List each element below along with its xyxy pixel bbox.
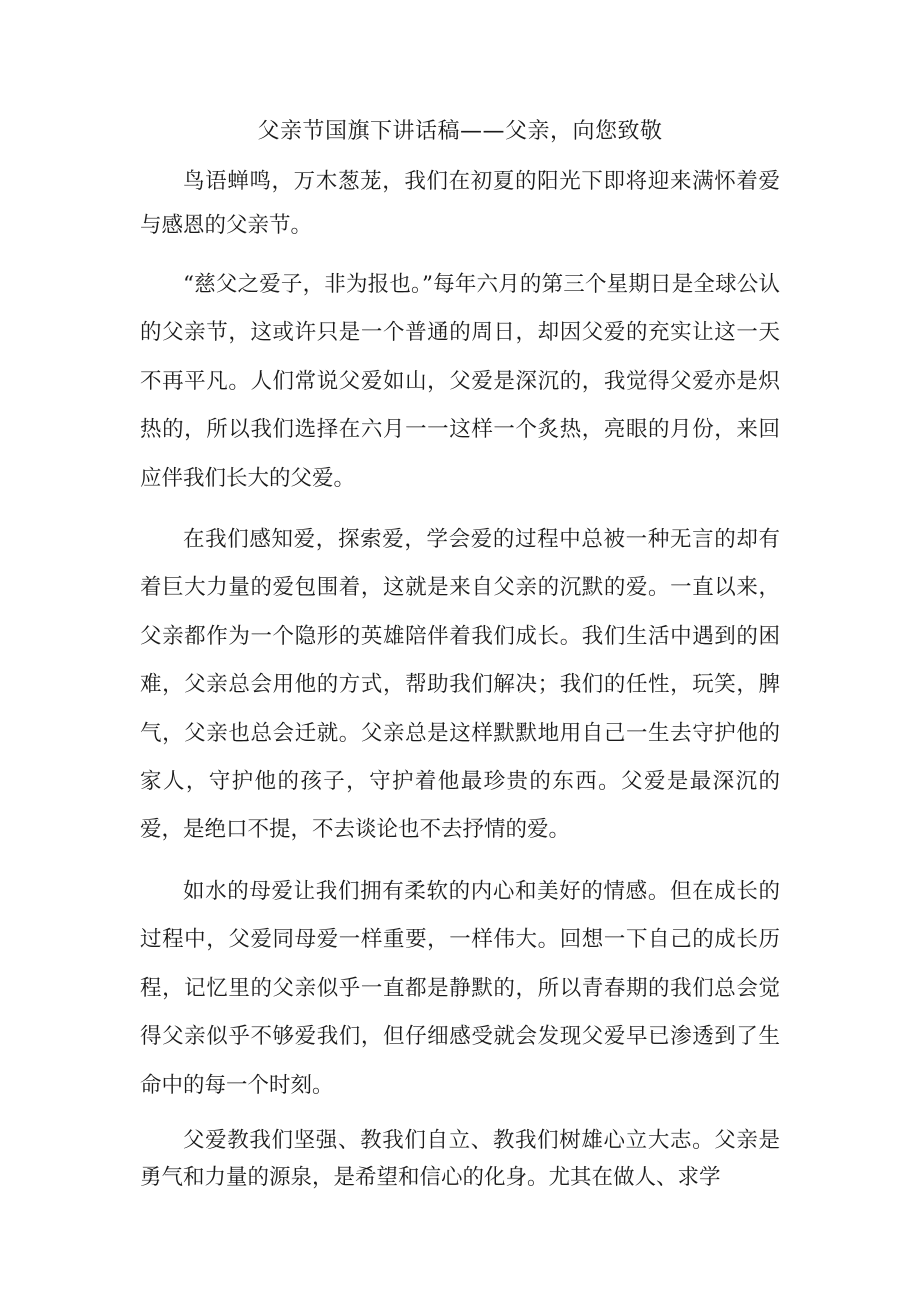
paragraph-2: “慈父之爱子，非为报也。”每年六月的第三个星期日是全球公认的父亲节，这或许只是一个普通的周日，却因父爱的充实让这一天不再平凡。人们常说父爱如山，父爱是深沉的，我觉得父爱亦是炽热的，所以我们选择在六月一一这样一个炙热，亮眼的月份，来回应伴我们长大的父爱。 — [140, 272, 780, 491]
paragraph-1: 鸟语蝉鸣，万木葱茏，我们在初夏的阳光下即将迎来满怀着爱与感恩的父亲节。 — [140, 169, 780, 238]
document-title: 父亲节国旗下讲话稿——父亲，向您致敬 — [257, 119, 663, 144]
document-body — [140, 160, 780, 1196]
paragraph-4: 如水的母爱让我们拥有柔软的内心和美好的情感。但在成长的过程中，父爱同母爱一样重要，一样伟大。回想一下自己的成长历程，记忆里的父亲似乎一直都是静默的，所以青春期的我们总会觉得父亲似乎不够爱我们，但仔细感受就会发现父爱早已渗透到了生命中的每一个时刻。 — [140, 878, 780, 1098]
paragraph-5: 父爱教我们坚强、教我们自立、教我们树雄心立大志。父亲是勇气和力量的源泉，是希望和信心的化身。尤其在做人、求学 — [140, 1127, 780, 1190]
paragraph-3: 在我们感知爱，探索爱，学会爱的过程中总被一种无言的却有着巨大力量的爱包围着，这就是来自父亲的沉默的爱。一直以来，父亲都作为一个隐形的英雄陪伴着我们成长。我们生活中遇到的困难，父亲总会用他的方式，帮助我们解决；我们的任性，玩笑，脾气，父亲也总会迁就。父亲总是这样默默地用自己一生去守护他的家人，守护他的孩子，守护着他最珍贵的东西。父爱是最深沉的爱，是绝口不提，不去谈论也不去抒情的爱。 — [140, 527, 780, 843]
